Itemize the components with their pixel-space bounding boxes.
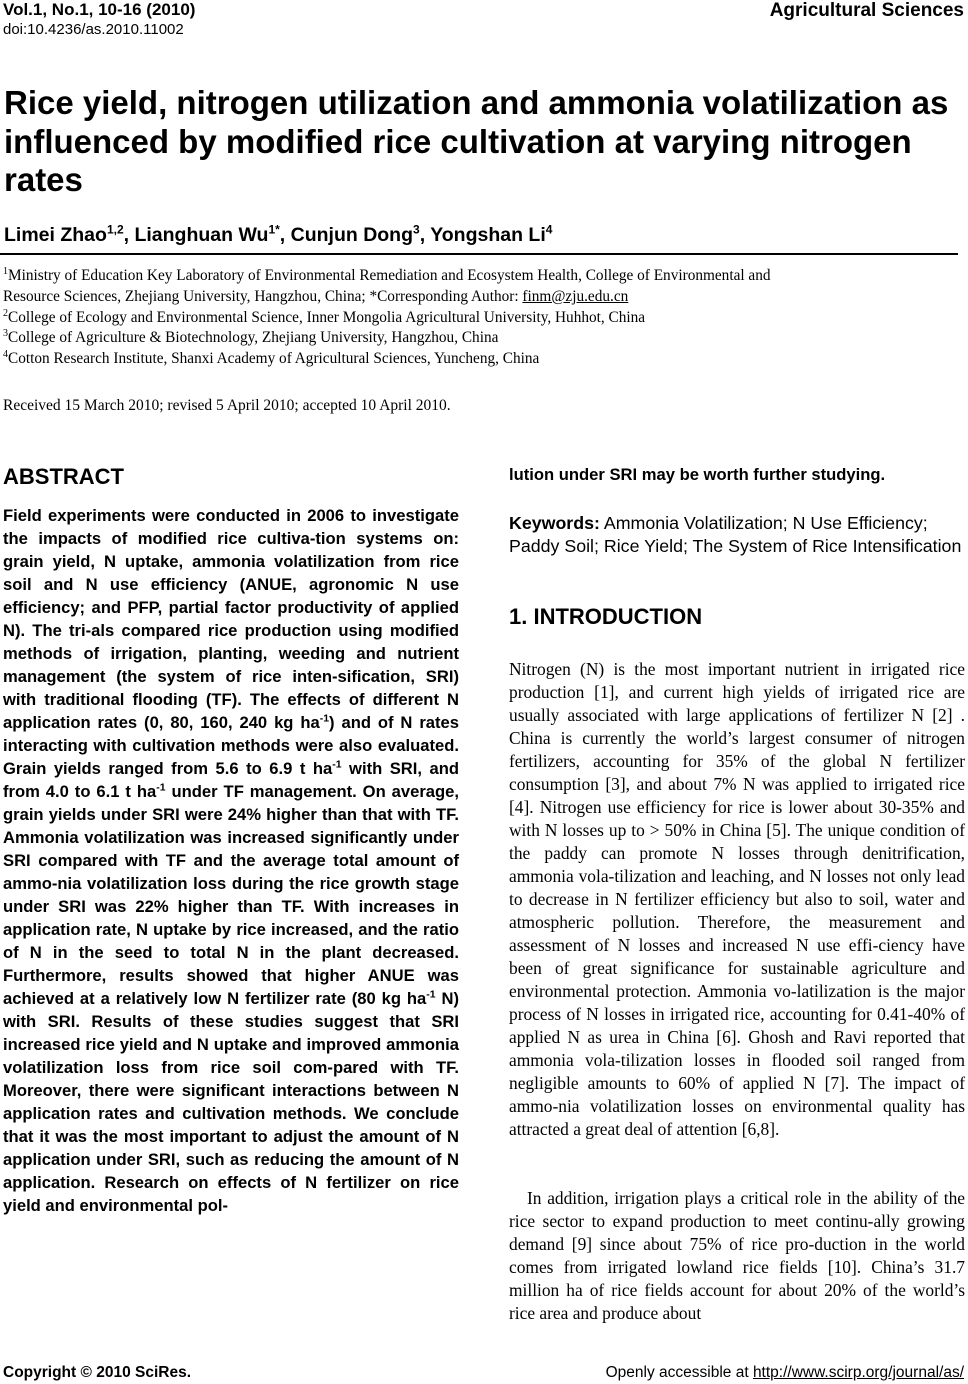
author-affiliation-mark: 3 (413, 222, 420, 237)
author-affiliation-mark: 1* (268, 222, 280, 237)
received-dates: Received 15 March 2010; revised 5 April 2010; accepted 10 April 2010. (3, 397, 451, 414)
keywords (509, 512, 965, 558)
affiliation-2 (3, 308, 963, 329)
title-divider (0, 253, 958, 255)
affiliation-text: College of Ecology and Environmental Science, Inner Mongolia Agricultural University, Huhhot, China (8, 308, 646, 326)
keywords-text: Ammonia Volatilization; N Use Efficiency; Paddy Soil; Rice Yield; The System of Rice Intensification (509, 513, 962, 556)
author-affiliation-mark: 1,2 (106, 222, 124, 237)
affiliation-text: College of Agriculture & Biotechnology, Zhejiang University, Hangzhou, China (8, 329, 499, 347)
author-list (4, 222, 552, 248)
author-separator: , (123, 224, 135, 246)
journal-name: Agricultural Sciences (769, 0, 964, 21)
affiliation-text: Ministry of Education Key Laboratory of Environmental Remediation and Ecosystem Health, College of Environmental and (8, 267, 771, 284)
affiliation-text: Resource Sciences, Zhejiang University, Hangzhou, China; *Corresponding Author: (3, 287, 523, 305)
affiliation-text: Cotton Research Institute, Shanxi Academy of Agricultural Sciences, Yuncheng, China (8, 350, 540, 368)
author-name: Cunjun Dong (290, 224, 414, 246)
author-name: Limei Zhao (4, 224, 107, 246)
author-separator: , (279, 224, 291, 246)
abstract-text: Field experiments were conducted in 2006 to investigate the impacts of modified rice cultiva-tion systems on: grain yield, N uptake, ammonia volatilization from rice soil and N use efficiency (ANUE, agronomic N use efficiency; and PFP, partial factor productivity of applied N). The tri-als compared rice production using modified methods of irrigation, planting, weeding and nutrient management (the system of rice inten-sification, SRI) with traditional flooding (TF). The effects of different N application rates (0, 80, 160, 240 kg $ha^{-1}$) and of N rates interacting with cultivation methods were also evaluated. Grain yields ranged from 5.6 to 6.9 t $ha^{-1}$ with SRI, and from 4.0 to 6.1 t $ha^{-1}$ under TF management. On average, grain yields under SRI were 24% higher than that with TF. Ammonia volatilization was increased significantly under SRI compared with TF and the average total amount of ammo-nia volatilization loss during the rice growth stage under SRI was 22% higher than TF. With increases in application rate, N uptake by rice increased, and the ratio of N in the seed to total N in the plant decreased. Furthermore, results showed that higher ANUE was achieved at a relatively low N fertilizer rate (80 kg $ha^{-1}$ N) with SRI. Results of these studies suggest that SRI increased rice yield and N uptake and improved ammonia volatilization loss from rice soil com-pared with TF. Moreover, there were significant interactions between N application rates and cultivation methods. We conclude that it was the most important to adjust the amount of N application under SRI, such as reducing the amount of N application. Research on effects of N fertilizer on rice yield and environmental pol- (3, 506, 459, 1215)
author-name: Yongshan Li (430, 224, 546, 246)
affiliation-number: 2 (3, 307, 8, 319)
affiliation-number: 3 (3, 328, 8, 340)
abstract-heading: ABSTRACT (3, 464, 124, 489)
affiliation-number: 1 (3, 265, 8, 277)
affiliation-number: 4 (3, 349, 8, 361)
introduction-heading: 1. INTRODUCTION (509, 604, 703, 629)
journal-url-link[interactable]: http://www.scirp.org/journal/as/ (752, 1364, 964, 1381)
affiliation-1-cont (3, 287, 963, 308)
corresponding-email-link[interactable]: finm@zju.edu.cn (522, 287, 629, 305)
author-affiliation-mark: 4 (545, 222, 553, 237)
affiliation-1 (3, 266, 963, 287)
keywords-label: Keywords: (509, 513, 600, 533)
abstract-continuation: lution under SRI may be worth further studying. (509, 465, 886, 484)
copyright-notice: Copyright © 2010 SciRes. (3, 1364, 192, 1381)
introduction-paragraph-1: Nitrogen (N) is the most important nutrient in irrigated rice production [1], and current high yields of irrigated rice are usually associated with large applications of fertilizer N [2] . China is currently the world’s largest consumer of nitrogen fertilizers, accounting for 35% of the global N fertilizer consumption [3], and about 7% N was applied to irrigated rice [4]. Nitrogen use efficiency for rice is lower about 30-35% and with N losses up to > 50% in China [5]. The unique condition of the paddy can promote N losses through denitrification, ammonia vola-tilization and leaching, and N losses not only lead to decrease in N fertilizer efficiency but also to soil, water and atmospheric pollution. Therefore, the measurement and assessment of N losses and increased N use effi-ciency have been of great significance for sustainable agriculture and environmental protection. Ammonia vo-latilization is the major process of N losses in irrigated rice, accounting for 0.41-40% of applied N as urea in China [6]. Ghosh and Ravi reported that ammonia vola-tilization losses in flooded soil ranged from negligible amounts to 60% of applied N [7]. The impact of ammo-nia volatilization losses on environmental quality has attracted a great deal of attention [6,8]. (509, 659, 965, 1139)
journal-volume: Vol.1, No.1, 10-16 (2010) (3, 0, 196, 19)
affiliation-4 (3, 349, 963, 370)
affiliations (3, 266, 963, 370)
introduction-paragraph-2: In addition, irrigation plays a critical role in the ability of the rice sector to expand production to meet continu-ally growing demand [9] since about 75% of rice pro-duction in the world comes from irrigated lowland rice fields [10]. China’s 31.7 million ha of rice fields account for about 20% of the world’s rice area and produce about (509, 1188, 965, 1323)
author-name: Lianghuan Wu (134, 224, 269, 246)
affiliation-3 (3, 328, 963, 349)
author-separator: , (419, 224, 431, 246)
doi: doi:10.4236/as.2010.11002 (3, 21, 184, 38)
left-column (3, 462, 459, 1215)
open-access-notice: Openly accessible at http://www.scirp.org/journal/as/ (605, 1364, 964, 1381)
paper-title: Rice yield, nitrogen utilization and ammonia volatilization as influenced by modified rice cultivation at varying nitrogen rates (4, 84, 949, 198)
right-column (509, 463, 965, 1323)
